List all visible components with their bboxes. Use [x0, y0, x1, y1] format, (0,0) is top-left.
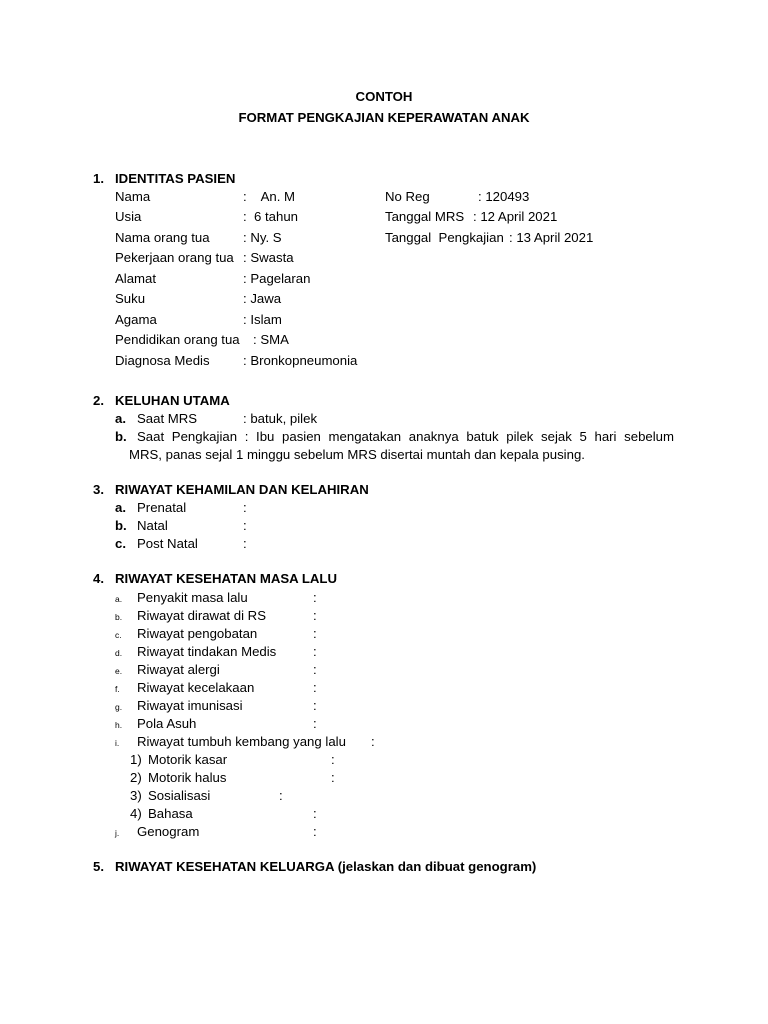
list-letter: i. — [115, 738, 120, 748]
field-colon: : — [243, 500, 247, 515]
field-label: Riwayat kecelakaan — [137, 680, 255, 695]
field-value: : 12 April 2021 — [473, 209, 558, 224]
field-label: Nama orang tua — [115, 230, 210, 245]
field-colon: : — [243, 536, 247, 551]
field-label: Pekerjaan orang tua — [115, 250, 234, 265]
field-value: : Islam — [243, 312, 282, 327]
field-colon: : — [371, 734, 375, 749]
field-label: Post Natal — [137, 536, 198, 551]
list-letter: g. — [115, 702, 123, 712]
field-colon: : — [313, 716, 317, 731]
field-label: Riwayat tumbuh kembang yang lalu — [137, 734, 346, 749]
complaint-text-line2: MRS, panas sejal 1 minggu sebelum MRS disertai muntah dan kepala pusing. — [129, 447, 585, 462]
section-5-title: RIWAYAT KESEHATAN KELUARGA (jelaskan dan dibuat genogram) — [115, 859, 537, 874]
field-colon: : — [313, 806, 317, 821]
field-colon: : — [331, 770, 335, 785]
field-label: Tanggal Pengkajian — [385, 230, 504, 245]
section-4-title: RIWAYAT KESEHATAN MASA LALU — [115, 571, 337, 586]
field-colon: : — [313, 824, 317, 839]
field-label: Pola Asuh — [137, 716, 197, 731]
field-label: Riwayat alergi — [137, 662, 220, 677]
field-label: Sosialisasi — [148, 788, 211, 803]
list-letter: j. — [115, 828, 120, 838]
field-label: Genogram — [137, 824, 200, 839]
field-label: Motorik halus — [148, 770, 227, 785]
field-value: : SMA — [253, 332, 289, 347]
list-letter: b. — [115, 518, 127, 533]
field-colon: : — [279, 788, 283, 803]
section-4-number: 4. — [93, 571, 104, 586]
field-colon: : — [313, 608, 317, 623]
field-label: Usia — [115, 209, 142, 224]
field-value: : batuk, pilek — [243, 411, 318, 426]
field-label: Riwayat pengobatan — [137, 626, 258, 641]
field-value: : Bronkopneumonia — [243, 353, 358, 368]
list-letter: c. — [115, 630, 122, 640]
field-label: Nama — [115, 189, 151, 204]
list-letter: a. — [115, 500, 126, 515]
field-label: Riwayat tindakan Medis — [137, 644, 277, 659]
field-label: Agama — [115, 312, 157, 327]
field-colon: : — [313, 644, 317, 659]
field-label: No Reg — [385, 189, 430, 204]
field-label: Tanggal MRS — [385, 209, 465, 224]
complaint-text-line1: Saat Pengkajian : Ibu pasien mengatakan anaknya batuk pilek sejak 5 hari sebelum — [137, 429, 674, 444]
section-1-title: IDENTITAS PASIEN — [115, 171, 236, 186]
sub-number: 3) — [130, 788, 142, 803]
sub-number: 1) — [130, 752, 142, 767]
doc-title: FORMAT PENGKAJIAN KEPERAWATAN ANAK — [238, 110, 530, 125]
field-label: Natal — [137, 518, 168, 533]
field-label: Pendidikan orang tua — [115, 332, 240, 347]
sub-number: 2) — [130, 770, 142, 785]
section-1-number: 1. — [93, 171, 104, 186]
list-letter: b. — [115, 429, 127, 444]
field-value: : Ny. S — [243, 230, 282, 245]
field-value: : Pagelaran — [243, 271, 311, 286]
field-value: : 6 tahun — [243, 209, 298, 224]
doc-header-line1: CONTOH — [355, 89, 413, 104]
field-label: Alamat — [115, 271, 157, 286]
list-letter: f. — [115, 684, 120, 694]
field-value: : 13 April 2021 — [509, 230, 594, 245]
section-2-title: KELUHAN UTAMA — [115, 393, 230, 408]
field-label: Suku — [115, 291, 146, 306]
section-3-number: 3. — [93, 482, 104, 497]
list-letter: b. — [115, 612, 123, 622]
field-value: : Jawa — [243, 291, 282, 306]
list-letter: a. — [115, 594, 123, 604]
field-label: Diagnosa Medis — [115, 353, 210, 368]
list-letter: a. — [115, 411, 126, 426]
field-value: : Swasta — [243, 250, 294, 265]
field-label: Bahasa — [148, 806, 193, 821]
field-colon: : — [331, 752, 335, 767]
field-colon: : — [313, 626, 317, 641]
list-letter: d. — [115, 648, 123, 658]
field-value: : 120493 — [478, 189, 530, 204]
list-letter: c. — [115, 536, 126, 551]
field-value: : An. M — [243, 189, 296, 204]
field-label: Riwayat dirawat di RS — [137, 608, 266, 623]
list-letter: e. — [115, 666, 123, 676]
field-colon: : — [313, 590, 317, 605]
section-3-title: RIWAYAT KEHAMILAN DAN KELAHIRAN — [115, 482, 369, 497]
field-label: Prenatal — [137, 500, 187, 515]
field-colon: : — [313, 662, 317, 677]
list-letter: h. — [115, 720, 123, 730]
field-colon: : — [313, 698, 317, 713]
field-colon: : — [313, 680, 317, 695]
section-5-number: 5. — [93, 859, 104, 874]
field-label: Saat MRS — [137, 411, 198, 426]
field-label: Penyakit masa lalu — [137, 590, 248, 605]
sub-number: 4) — [130, 806, 142, 821]
field-label: Motorik kasar — [148, 752, 228, 767]
section-2-number: 2. — [93, 393, 104, 408]
field-label: Riwayat imunisasi — [137, 698, 243, 713]
field-colon: : — [243, 518, 247, 533]
